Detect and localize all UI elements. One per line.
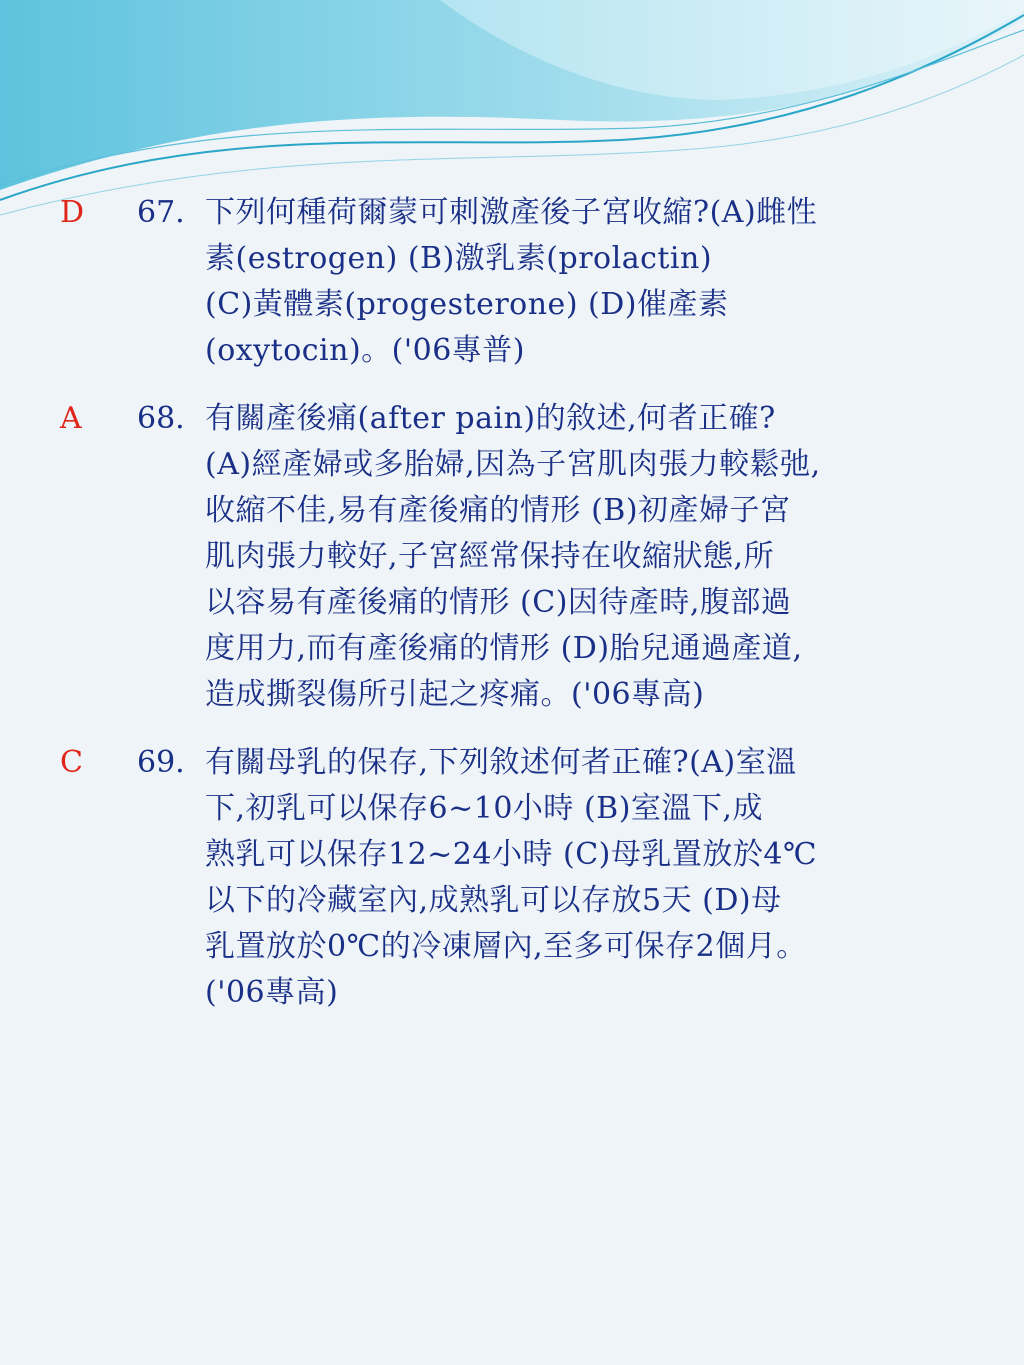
- question-number: 68.: [137, 401, 185, 436]
- question-line: 素(estrogen) (B)激乳素(prolactin): [205, 241, 713, 276]
- question-list: [0, 190, 1024, 1038]
- question-line: 肌肉張力較好,子宮經常保持在收縮狀態,所: [205, 539, 775, 574]
- answer-key: C: [60, 745, 83, 780]
- question-line: 造成撕裂傷所引起之疼痛。('06專高): [205, 677, 705, 712]
- question-line: 有關產後痛(after pain)的敘述,何者正確?: [205, 401, 776, 436]
- question-line: ('06專高): [205, 975, 339, 1010]
- question-line: (oxytocin)。('06專普): [205, 333, 526, 368]
- question-text: [205, 740, 1015, 1016]
- question-line: 下,初乳可以保存6~10小時 (B)室溫下,成: [205, 791, 763, 826]
- question-line: (C)黃體素(progesterone) (D)催產素: [205, 287, 729, 322]
- question-69: [0, 740, 1024, 1016]
- question-line: 以下的冷藏室內,成熟乳可以存放5天 (D)母: [205, 883, 782, 918]
- question-line: 下列何種荷爾蒙可刺激產後子宮收縮?(A)雌性: [205, 195, 818, 230]
- question-line: (A)經產婦或多胎婦,因為子宮肌肉張力較鬆弛,: [205, 447, 821, 482]
- question-text: [205, 396, 1015, 718]
- question-68: [0, 396, 1024, 718]
- answer-key: A: [60, 401, 82, 436]
- question-line: 乳置放於0℃的冷凍層內,至多可保存2個月。: [205, 929, 807, 964]
- question-line: 度用力,而有產後痛的情形 (D)胎兒通過產道,: [205, 631, 803, 666]
- question-number: 69.: [137, 745, 185, 780]
- question-line: 有關母乳的保存,下列敘述何者正確?(A)室溫: [205, 745, 797, 780]
- question-line: 收縮不佳,易有產後痛的情形 (B)初產婦子宮: [205, 493, 791, 528]
- question-line: 熟乳可以保存12~24小時 (C)母乳置放於4℃: [205, 837, 818, 872]
- question-67: [0, 190, 1024, 374]
- question-text: [205, 190, 1015, 374]
- question-number: 67.: [137, 195, 185, 230]
- question-line: 以容易有產後痛的情形 (C)因待產時,腹部過: [205, 585, 792, 620]
- answer-key: D: [60, 195, 85, 230]
